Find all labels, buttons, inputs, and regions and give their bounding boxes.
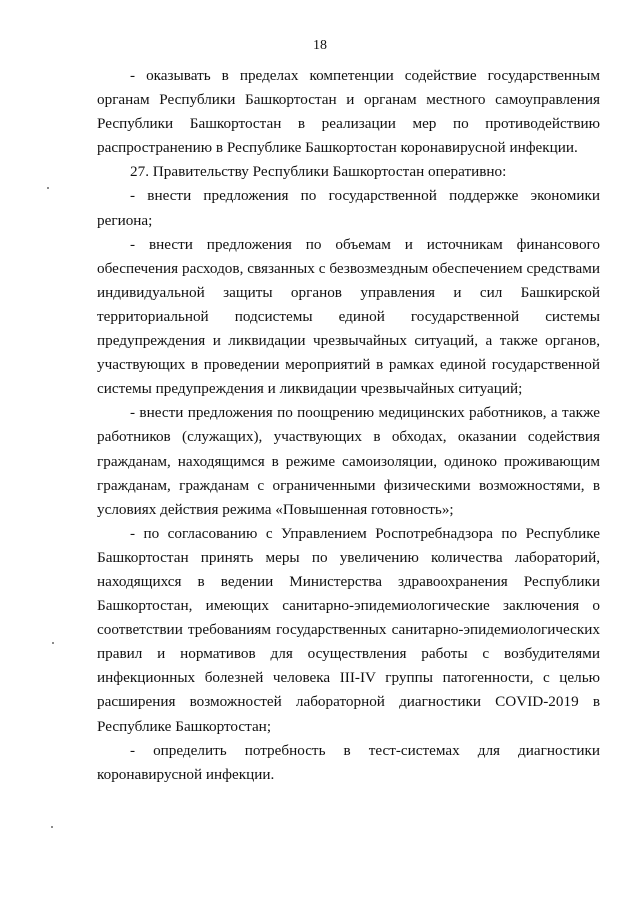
paragraph-ppe-financing: - внести предложения по объемам и источникам финансового обеспечения расходов, связанных с безвозмездным обеспечением средствами индивидуальной защиты органов управления и сил Башкирской территориальной подсистемы единой государственной системы предупреждения и ликвидации чрезвычайных ситуаций, а также органов, участвующих в проведении мероприятий в рамках единой государственной системы предупреждения и ликвидации чрезвычайных ситуаций; [97,235,600,398]
scan-speck [47,187,49,189]
paragraph-laboratories: - по согласованию с Управлением Роспотребнадзора по Республике Башкортостан принять меры по увеличению количества лабораторий, находящихся в ведении Министерства здравоохранения Республики Башкортостан, имеющих санитарно-эпидемиологические заключения о соответствии требованиям государственных санитарно-эпидемиологических правил и нормативов для осуществления работы с возбудителями инфекционных болезней человека III-IV группы патогенности, с целью расширения возможностей лабораторной диагностики COVID-2019 в Республике Башкортостан; [97,524,600,735]
scan-speck [51,826,53,828]
paragraph-assist-authorities: - оказывать в пределах компетенции содействие государственным органам Республики Башкортостан и органам местного самоуправления Республики Башкортостан в реализации мер по противодействию распространению в Республике Башкортостан коронавирусной инфекции. [97,67,600,157]
paragraph-economic-support: - внести предложения по государственной поддержке экономики региона; [97,187,600,229]
paragraph-item-27-heading: 27. Правительству Республики Башкортостан оперативно: [130,163,507,181]
paragraph-test-systems: - определить потребность в тест-системах для диагностики коронавирусной инфекции. [97,741,600,783]
document-body [97,64,600,787]
scan-speck [52,642,54,644]
page-number: 18 [313,38,327,53]
paragraph-medical-workers-reward: - внести предложения по поощрению медицинских работников, а также работников (служащих), участвующих в обходах, оказании содействия гражданам, находящимся в режиме самоизоляции, одиноко проживающим гражданам, гражданам с ограниченными физическими возможностями, в условиях действия режима «Повышенная готовность»; [97,404,600,518]
